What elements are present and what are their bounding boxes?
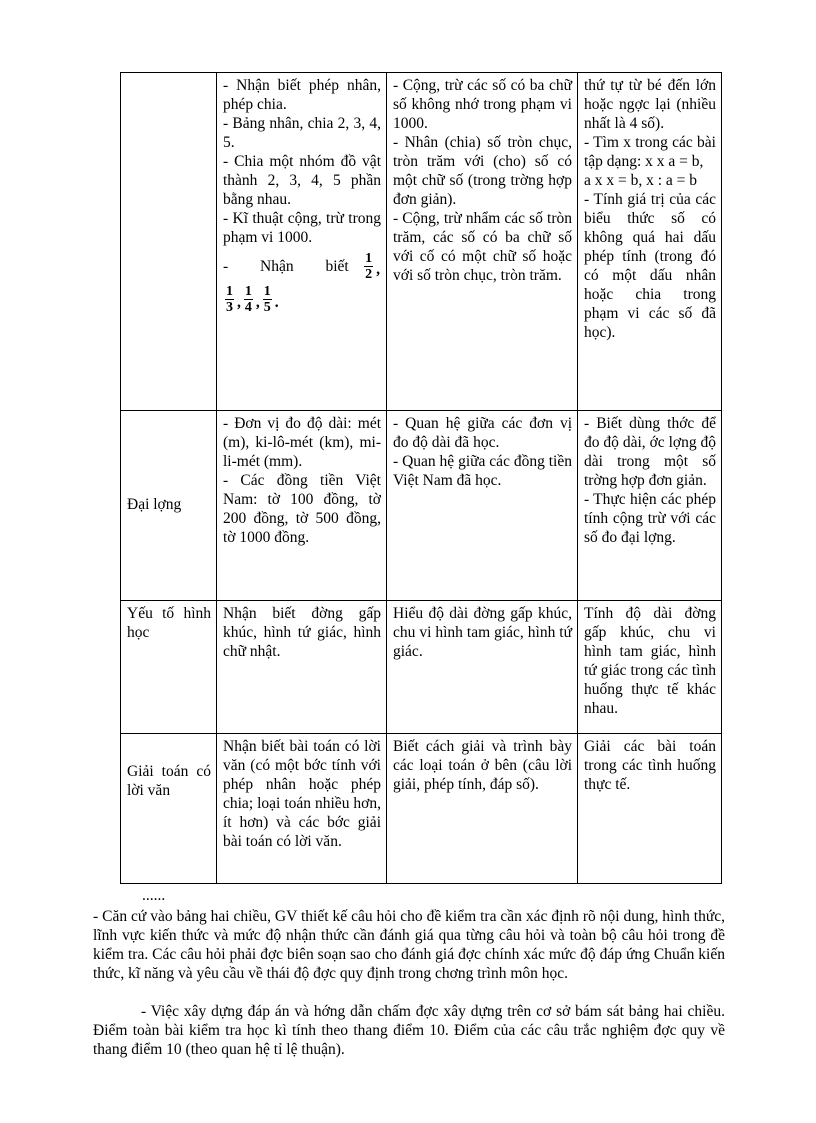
understanding-cell — [387, 734, 578, 884]
list-item: - Tính giá trị của các biểu thức số có không quá hai dấu phép tính (trong đó có một dấu nhân hoặc chia trong phạm vi các số đã học). — [584, 191, 716, 341]
list-item: - Kĩ thuật cộng, trừ trong phạm vi 1000. — [223, 210, 381, 246]
list-item: Biết cách giải và trình bày các loại toán ở bên (câu lời giải, phép tính, đáp số). — [393, 738, 572, 793]
list-item: - Bảng nhân, chia 2, 3, 4, 5. — [223, 115, 381, 151]
fraction-prefix: - Nhận biết — [223, 258, 349, 275]
fraction-line: - Nhận biết $\frac{1}{2}$ , — [223, 251, 380, 282]
paragraph-answer-key: - Việc xây dựng đáp án và hớng dẫn chấm đợc xây dựng trên cơ sở bám sát bảng hai chiều. Điểm toàn bài kiểm tra học kì tính theo thang điểm 10. Điểm của các câu trắc nghiệm đợc quy về thang điểm 10 (theo quan hệ tỉ lệ thuận). — [93, 1003, 725, 1058]
table-row — [121, 73, 722, 411]
list-item: - Chia một nhóm đồ vật thành 2, 3, 4, 5 phần bằng nhau. — [223, 153, 381, 208]
table-row — [121, 734, 722, 884]
list-item: a x x = b, x : a = b — [584, 172, 698, 189]
curriculum-table — [120, 72, 722, 884]
list-item: - Cộng, trừ nhẩm các số tròn trăm, các số có ba chữ số với cố có một chữ số hoặc với số tròn chục, tròn trăm. — [393, 210, 572, 284]
fraction-third: $\frac{1}{3}$ — [226, 284, 233, 315]
understanding-cell — [387, 411, 578, 601]
application-cell — [578, 734, 722, 884]
knowledge-cell — [217, 734, 387, 884]
list-item: thứ tự từ bé đến lớn hoặc ngợc lại (nhiều nhất là 4 số). — [584, 77, 716, 132]
list-item: - Các đồng tiền Việt Nam: tờ 100 đồng, tờ 200 đồng, tờ 500 đồng, tờ 1000 đồng. — [223, 472, 381, 546]
fraction-half: $\frac{1}{2}$ — [365, 251, 373, 282]
topic-cell: Yếu tố hình học — [121, 601, 217, 734]
list-item: - Thực hiện các phép tính cộng trừ với các số đo đại lợng. — [584, 491, 716, 546]
table-row — [121, 411, 722, 601]
list-item: Giải các bài toán trong các tình huống thực tế. — [584, 738, 716, 793]
understanding-cell — [387, 601, 578, 734]
ellipsis: ...... — [142, 887, 166, 904]
list-item: Hiểu độ dài đờng gấp khúc, chu vi hình tam giác, hình tứ giác. — [393, 605, 572, 660]
list-item: Tính độ dài đờng gấp khúc, chu vi hình tam giác, hình tứ giác trong các tình huống thực tế khác nhau. — [584, 605, 716, 717]
application-cell — [578, 73, 722, 411]
list-item: Nhận biết bài toán có lời văn (có một bớc tính với phép nhân hoặc phép chia; loại toán nhiều hơn, ít hơn) và các bớc giải bài toán có lời văn. — [223, 738, 381, 850]
topic-cell: Giải toán có lời văn — [121, 734, 217, 884]
topic-cell — [121, 73, 217, 411]
list-item: - Nhận biết phép nhân, phép chia. — [223, 77, 381, 113]
list-item: - Tìm x trong các bài tập dạng: x x a = b, — [584, 134, 716, 170]
knowledge-cell — [217, 601, 387, 734]
fraction-line: $\frac{1}{3}$ , $\frac{1}{4}$ , $\frac{1}{5}$ . — [226, 284, 279, 315]
knowledge-cell — [217, 73, 387, 411]
list-item: - Nhân (chia) số tròn chục, tròn trăm với (cho) số có một chữ số (trong trờng hợp đơn giản). — [393, 134, 572, 208]
application-cell — [578, 411, 722, 601]
list-item: - Quan hệ giữa các đơn vị đo độ dài đã học. — [393, 415, 572, 451]
list-item: - Đơn vị đo độ dài: mét (m), ki-lô-mét (km), mi-li-mét (mm). — [223, 415, 381, 470]
list-item: - Cộng, trừ các số có ba chữ số không nhớ trong phạm vi 1000. — [393, 77, 572, 132]
paragraph-question-design: - Căn cứ vào bảng hai chiều, GV thiết kế câu hỏi cho đề kiểm tra cần xác định rõ nội dung, hình thức, lĩnh vực kiến thức và mức độ nhận thức cần đánh giá qua từng câu hỏi và toàn bộ câu hỏi trong đề kiểm tra. Các câu hỏi phải đợc biên soạn sao cho đánh giá đợc chính xác mức độ đáp ứng Chuẩn kiến thức, kĩ năng và yêu cầu về thái độ đợc quy định trong chơng trình môn học. — [93, 908, 725, 982]
table-row — [121, 601, 722, 734]
application-cell — [578, 601, 722, 734]
topic-cell: Đại lợng — [121, 411, 217, 601]
fraction-quarter: $\frac{1}{4}$ — [244, 284, 252, 315]
understanding-cell — [387, 73, 578, 411]
list-item: - Quan hệ giữa các đồng tiền Việt Nam đã học. — [393, 453, 572, 489]
list-item: - Biết dùng thớc để đo độ dài, ớc lợng độ dài trong một số trờng hợp đơn giản. — [584, 415, 716, 489]
fraction-fifth: $\frac{1}{5}$ — [263, 284, 271, 315]
list-item: Nhận biết đờng gấp khúc, hình tứ giác, hình chữ nhật. — [223, 605, 381, 660]
knowledge-cell — [217, 411, 387, 601]
